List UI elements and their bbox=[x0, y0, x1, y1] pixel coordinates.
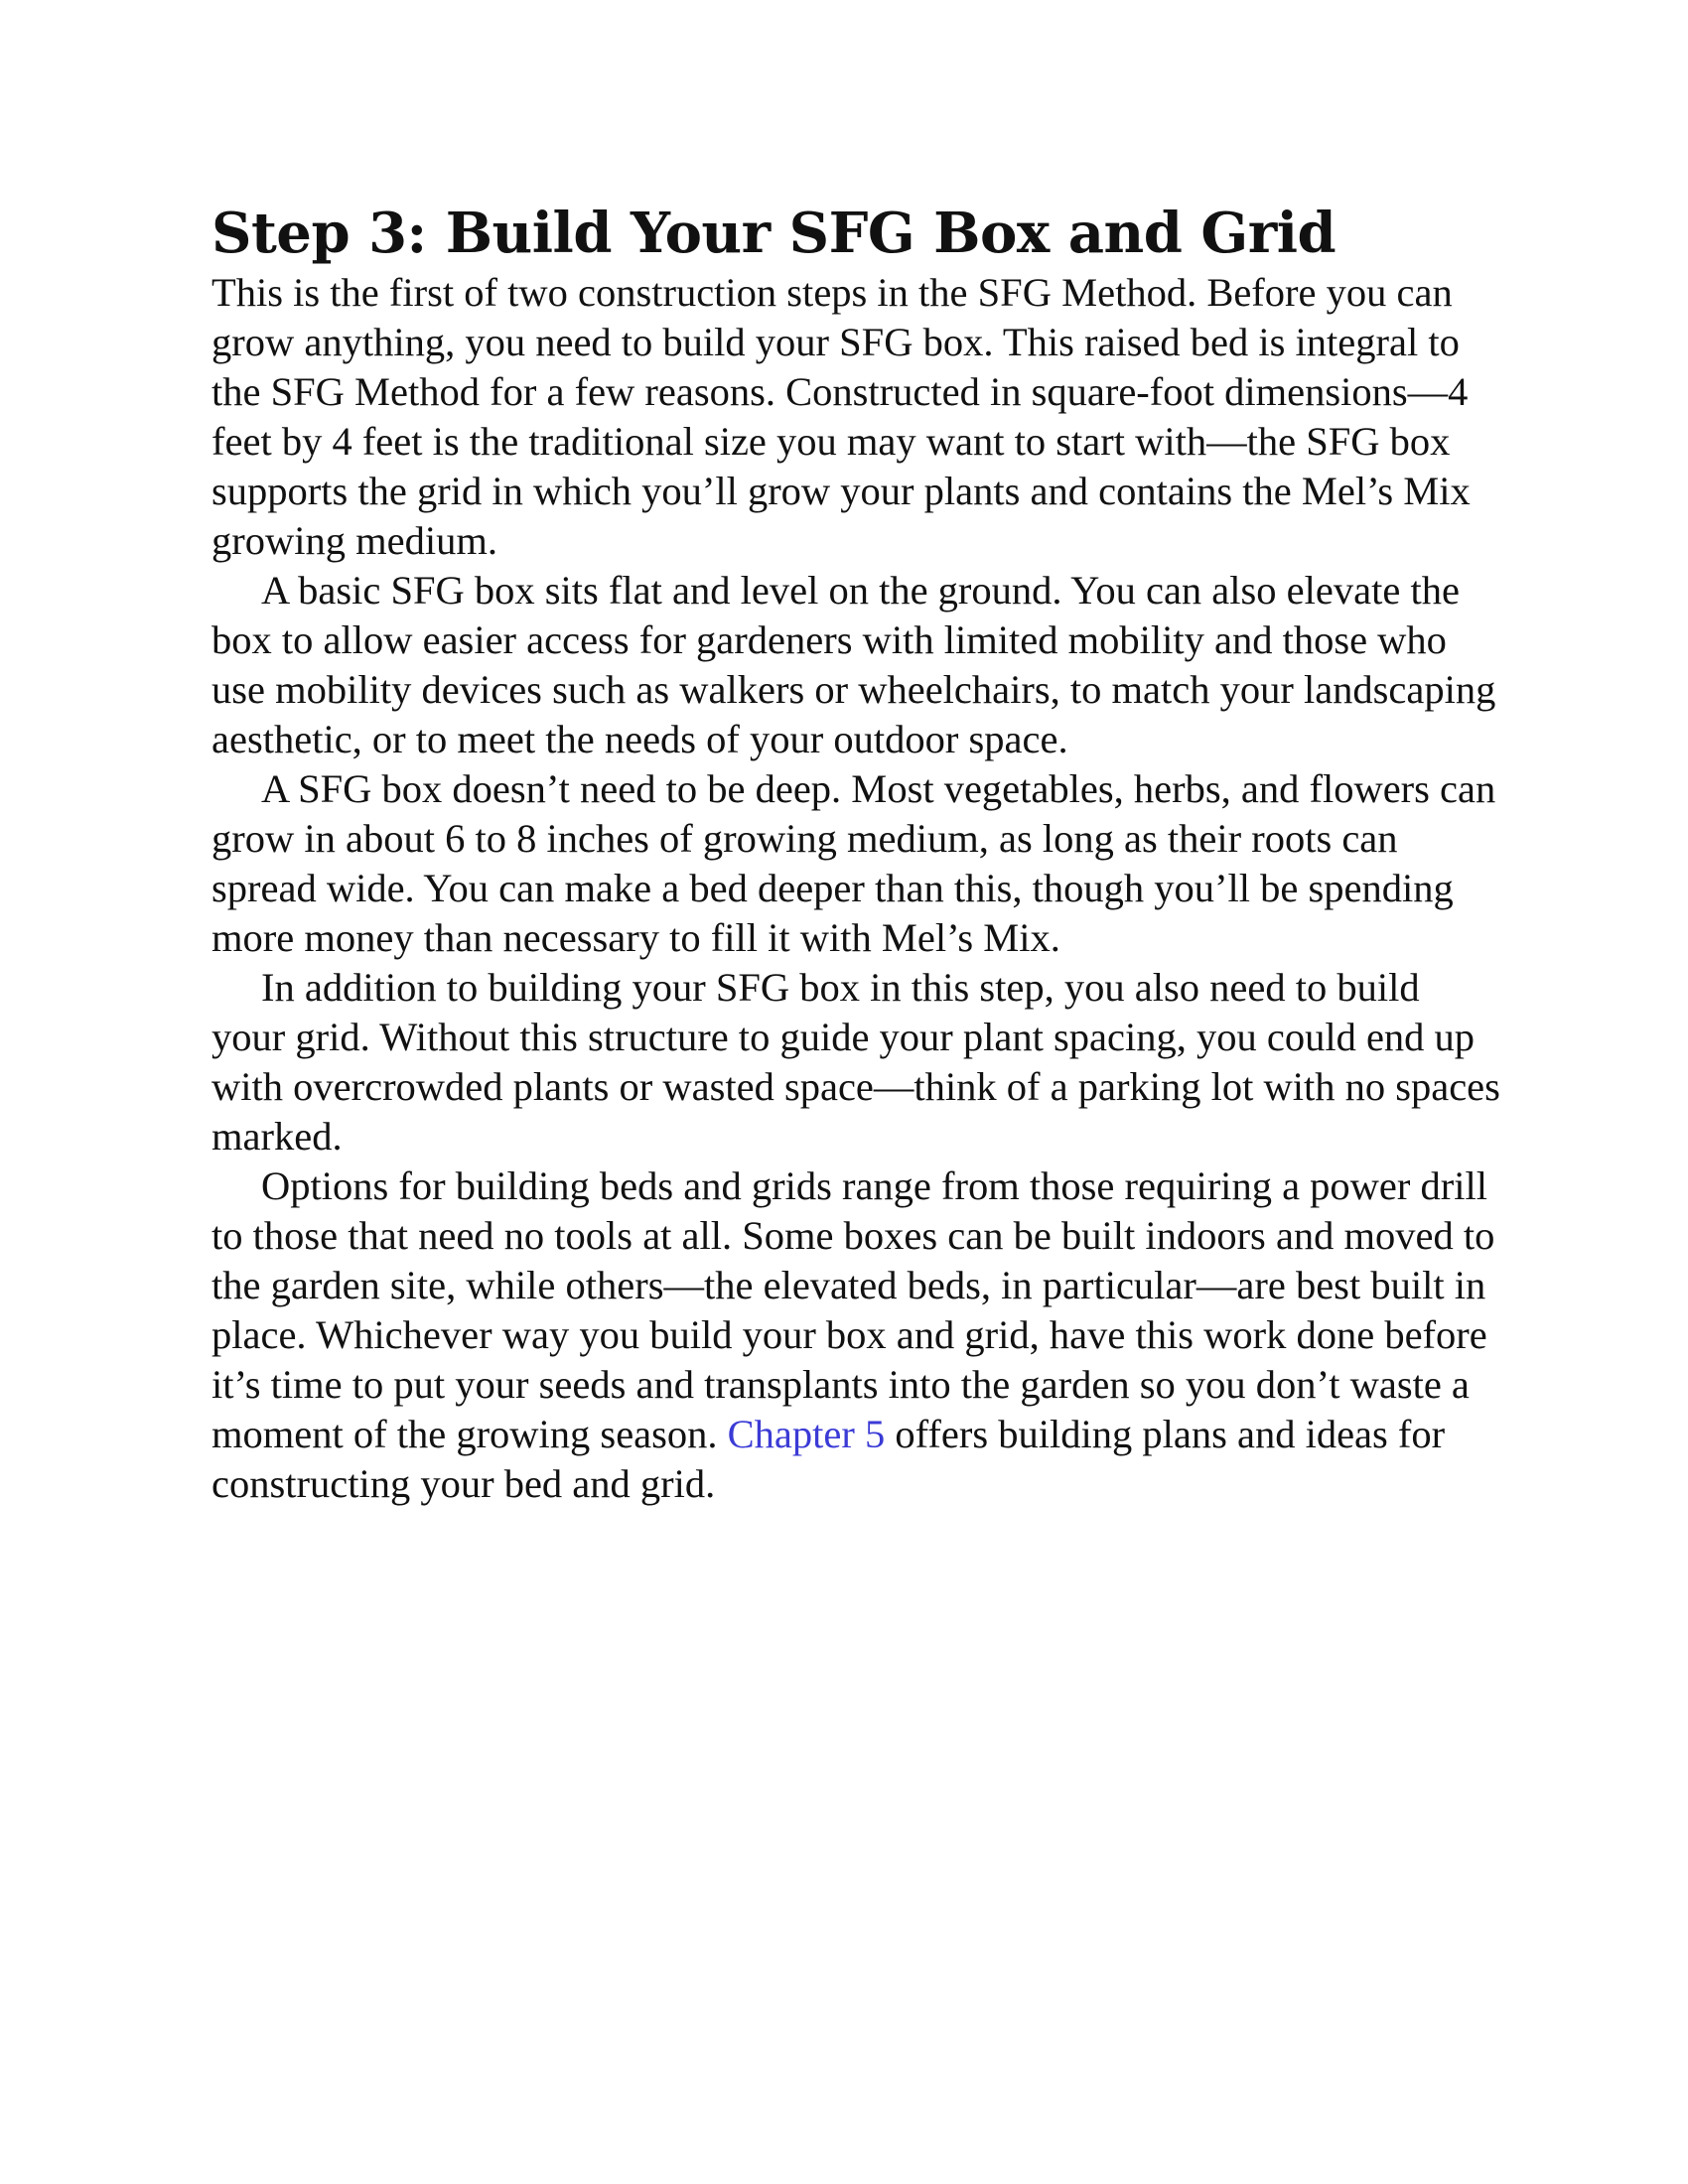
paragraph-5-text-after-link: offers building plans and ideas for constructing your bed and grid. bbox=[211, 1412, 1446, 1506]
paragraph-4: In addition to building your SFG box in this step, you also need to build your grid. Without this structure to guide your plant spacing, you could end up with overcrowded plants or wasted space—think of a parking lot with no spaces marked. bbox=[211, 965, 1500, 1159]
paragraph-3: A SFG box doesn’t need to be deep. Most vegetables, herbs, and flowers can grow in about 6 to 8 inches of growing medium, as long as their roots can spread wide. You can make a bed deeper than this, though you’ll be spending more money than necessary to fill it with Mel’s Mix. bbox=[211, 766, 1496, 960]
paragraph-1: This is the first of two construction steps in the SFG Method. Before you can grow anything, you need to build your SFG box. This raised bed is integral to the SFG Method for a few reasons. Constructed in square-foot dimensions—4 feet by 4 feet is the traditional size you may want to start with—the SFG box supports the grid in which you’ll grow your plants and contains the Mel’s Mix growing medium. bbox=[211, 270, 1471, 563]
paragraph-5-text-before-link: Options for building beds and grids range from those requiring a power drill to those that need no tools at all. Some boxes can be built indoors and moved to the garden site, while others—the elevated beds, in particular—are best built in place. Whichever way you build your box and grid, have this work done before it’s time to put your seeds and transplants into the garden so you don’t waste a moment of the growing season. bbox=[211, 1163, 1495, 1456]
chapter-5-link[interactable]: Chapter 5 bbox=[727, 1412, 886, 1456]
section-heading: Step 3: Build Your SFG Box and Grid bbox=[211, 201, 1336, 266]
paragraph-2: A basic SFG box sits flat and level on the ground. You can also elevate the box to allow easier access for gardeners with limited mobility and those who use mobility devices such as walkers or wheelchairs, to match your landscaping aesthetic, or to meet the needs of your outdoor space. bbox=[211, 568, 1496, 761]
page-content bbox=[211, 199, 1502, 1509]
paragraph-5 bbox=[211, 1161, 1502, 1509]
